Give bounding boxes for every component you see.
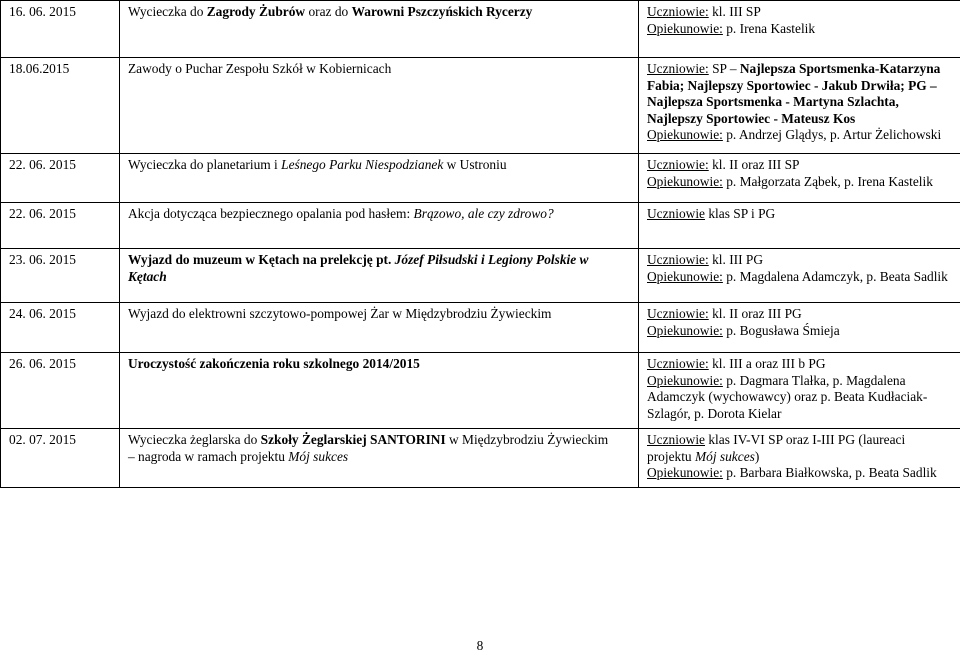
- text-run: Mój sukces: [288, 448, 349, 464]
- event-date: 22. 06. 2015: [1, 154, 120, 203]
- text-run: p. Małgorzata Ząbek, p. Irena Kastelik: [722, 173, 933, 189]
- participants-line: [647, 432, 956, 449]
- text-run: p. Irena Kastelik: [722, 20, 816, 36]
- table-row: [1, 1, 960, 58]
- text-run: ): [754, 448, 760, 464]
- table-row: [1, 58, 960, 154]
- participants: [639, 353, 960, 429]
- event-date: 16. 06. 2015: [1, 1, 120, 58]
- text-run: p. Barbara Białkowska, p. Beata Sadlik: [722, 465, 937, 480]
- text-run: Kętach: [128, 268, 167, 284]
- text-run: SP –: [708, 61, 740, 76]
- participants: [639, 1, 960, 58]
- text-run: Zagrody Żubrów: [206, 4, 306, 19]
- event-date: 18.06.2015: [1, 58, 120, 154]
- participants: [639, 303, 960, 353]
- text-run: Akcja dotycząca bezpiecznego opalania pod hasłem:: [128, 206, 414, 221]
- text-run: Uczniowie:: [647, 356, 709, 371]
- text-run: Zawody o Puchar Zespołu Szkół w Kobiernicach: [128, 61, 392, 76]
- text-run: kl. III a oraz III b PG: [708, 356, 826, 371]
- participants: [639, 249, 960, 303]
- text-run: Brązowo, ale czy zdrowo?: [413, 206, 554, 221]
- event-description: [120, 154, 639, 203]
- text-run: Leśnego Parku Niespodzianek: [281, 157, 444, 172]
- participants: [639, 154, 960, 203]
- participants-line: [647, 449, 956, 466]
- participants-line: [647, 306, 956, 323]
- participants: [639, 429, 960, 488]
- participants-line: [647, 269, 956, 286]
- text-run: kl. III PG: [708, 252, 764, 267]
- text-run: Wycieczka żeglarska do: [128, 432, 261, 447]
- text-run: Wycieczka do: [128, 4, 207, 19]
- participants-line: [647, 389, 956, 406]
- participants-line: [647, 61, 956, 78]
- text-run: Uczniowie:: [647, 252, 709, 267]
- text-run: Najlepsza Sportsmenka-Katarzyna: [739, 61, 941, 76]
- event-description: [120, 203, 639, 249]
- participants-line: [647, 127, 956, 144]
- text-run: Mój sukces: [694, 448, 755, 464]
- text-run: Adamczyk (wychowawcy) oraz p. Beata Kudłaciak-: [647, 389, 928, 404]
- text-run: w Międzybrodziu Żywieckim: [445, 432, 609, 447]
- text-run: klas SP i PG: [705, 206, 776, 221]
- text-run: Opiekunowie:: [647, 372, 723, 388]
- text-run: Wycieczka do planetarium i: [128, 157, 282, 172]
- text-run: Józef Piłsudski i Legiony Polskie w: [394, 252, 589, 267]
- participants-line: [647, 21, 956, 38]
- event-description: [120, 1, 639, 58]
- event-date: 02. 07. 2015: [1, 429, 120, 488]
- participants-line: [647, 4, 956, 21]
- event-date: 22. 06. 2015: [1, 203, 120, 249]
- event-description: [120, 429, 639, 488]
- participants-line: [647, 206, 956, 223]
- table-row: [1, 429, 960, 488]
- event-line: [128, 269, 634, 286]
- text-run: Opiekunowie:: [647, 268, 723, 284]
- text-run: Najlepsza Sportsmenka - Martyna Szlachta,: [647, 94, 899, 109]
- participants-line: [647, 323, 956, 340]
- text-run: Opiekunowie:: [647, 20, 723, 36]
- text-run: – nagroda w ramach projektu: [128, 448, 289, 464]
- text-run: Szlagór, p. Dorota Kielar: [647, 405, 782, 421]
- event-date: 23. 06. 2015: [1, 249, 120, 303]
- event-description: [120, 353, 639, 429]
- participants-line: [647, 157, 956, 174]
- participants-line: [647, 465, 956, 482]
- text-run: oraz do: [305, 4, 352, 19]
- text-run: kl. II oraz III SP: [708, 157, 800, 172]
- text-run: Opiekunowie:: [647, 465, 723, 480]
- text-run: klas IV-VI SP oraz I-III PG (laureaci: [705, 432, 906, 447]
- participants-line: [647, 406, 956, 423]
- text-run: Najlepszy Sportowiec - Mateusz Kos: [647, 110, 856, 126]
- event-description: [120, 58, 639, 154]
- participants-line: [647, 94, 956, 111]
- text-run: projektu: [647, 448, 695, 464]
- text-run: Warowni Pszczyńskich Rycerzy: [351, 4, 533, 19]
- event-date: 26. 06. 2015: [1, 353, 120, 429]
- table-row: [1, 203, 960, 249]
- text-run: Uczniowie:: [647, 4, 709, 19]
- text-run: Szkoły Żeglarskiej SANTORINI: [260, 432, 446, 447]
- text-run: Opiekunowie:: [647, 173, 723, 189]
- text-run: Opiekunowie:: [647, 127, 723, 142]
- text-run: Uczniowie:: [647, 157, 709, 172]
- text-run: kl. II oraz III PG: [708, 306, 802, 321]
- text-run: Uczniowie:: [647, 61, 709, 76]
- participants-line: [647, 356, 956, 373]
- text-run: Uczniowie: [647, 206, 706, 221]
- text-run: Opiekunowie:: [647, 322, 723, 338]
- table-row: [1, 303, 960, 353]
- text-run: Fabia; Najlepszy Sportowiec - Jakub Drwiła; PG –: [647, 77, 937, 93]
- participants-line: [647, 252, 956, 269]
- text-run: Uczniowie:: [647, 306, 709, 321]
- event-description: [120, 249, 639, 303]
- text-run: p. Dagmara Tlałka, p. Magdalena: [722, 372, 906, 388]
- participants-line: [647, 111, 956, 128]
- table-row: [1, 249, 960, 303]
- table-row: [1, 154, 960, 203]
- event-line: [128, 252, 634, 269]
- participants: [639, 58, 960, 154]
- participants-line: [647, 373, 956, 390]
- text-run: p. Bogusława Śmieja: [722, 322, 840, 338]
- table-row: [1, 353, 960, 429]
- text-run: kl. III SP: [708, 4, 761, 19]
- text-run: Wyjazd do elektrowni szczytowo-pompowej Żar w Międzybrodziu Żywieckim: [128, 306, 552, 321]
- text-run: Uroczystość zakończenia roku szkolnego 2014/2015: [128, 356, 420, 371]
- participants: [639, 203, 960, 249]
- participants-line: [647, 174, 956, 191]
- text-run: p. Andrzej Glądys, p. Artur Żelichowski: [722, 127, 942, 142]
- participants-line: [647, 78, 956, 95]
- page-number: 8: [476, 638, 484, 653]
- event-date: 24. 06. 2015: [1, 303, 120, 353]
- text-run: Uczniowie: [647, 432, 706, 447]
- text-run: p. Magdalena Adamczyk, p. Beata Sadlik: [722, 268, 948, 284]
- event-description: [120, 303, 639, 353]
- event-line: [128, 432, 634, 449]
- text-run: Wyjazd do muzeum w Kętach na prelekcję pt.: [128, 252, 395, 267]
- event-line: [128, 449, 634, 466]
- text-run: w Ustroniu: [443, 157, 507, 172]
